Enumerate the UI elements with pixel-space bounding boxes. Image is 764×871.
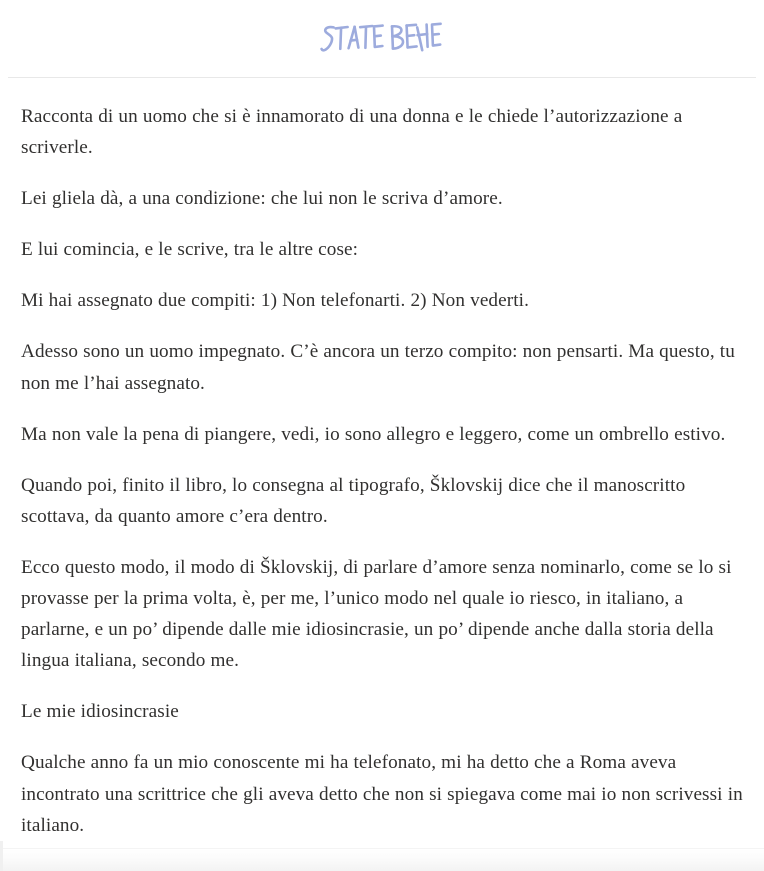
article-paragraph: Le mie idiosincrasie — [21, 701, 179, 723]
article-paragraph: Qualche anno fa un mio conoscente mi ha telefonato, mi ha detto che a Roma aveva incontrato una scrittrice che gli aveva detto che non si spiegava come mai io non scrivessi in italiano. — [21, 752, 743, 836]
article-paragraph: Adesso sono un uomo impegnato. C’è ancora un terzo compito: non pensarti. Ma questo, tu non me l’hai assegnato. — [21, 341, 735, 394]
article-paragraph: Lei gliela dà, a una condizione: che lui non le scriva d’amore. — [21, 188, 503, 210]
state-bene-logo-icon — [320, 19, 444, 59]
article-paragraph: Ecco questo modo, il modo di Šklovskij, di parlare d’amore senza nominarlo, come se lo si provasse per la prima volta, è, per me, l’unico modo nel quale io riesco, in italiano, a parlarne, e un po’ dipende dalle mie idiosincrasie, un po’ dipende anche dalla storia della lingua italiana, secondo me. — [21, 556, 732, 672]
article-body — [0, 78, 764, 848]
site-logo-link[interactable] — [320, 19, 444, 59]
article-paragraph: Ma non vale la pena di piangere, vedi, io sono allegro e leggero, come un ombrello estivo. — [21, 423, 726, 445]
page-bottom-edge — [0, 848, 764, 871]
site-logo-text — [320, 59, 321, 60]
article-paragraph: Racconta di un uomo che si è innamorato di una donna e le chiede l’autorizzazione a scriverle. — [21, 106, 683, 159]
article-paragraph: Quando poi, finito il libro, lo consegna al tipografo, Šklovskij dice che il manoscritto scottava, da quanto amore c’era dentro. — [21, 474, 686, 527]
article-paragraph: E lui comincia, e le scrive, tra le altre cose: — [21, 239, 359, 261]
page-content — [0, 78, 764, 848]
site-header — [0, 0, 764, 78]
article-paragraph: Mi hai assegnato due compiti: 1) Non telefonarti. 2) Non vederti. — [21, 290, 529, 312]
